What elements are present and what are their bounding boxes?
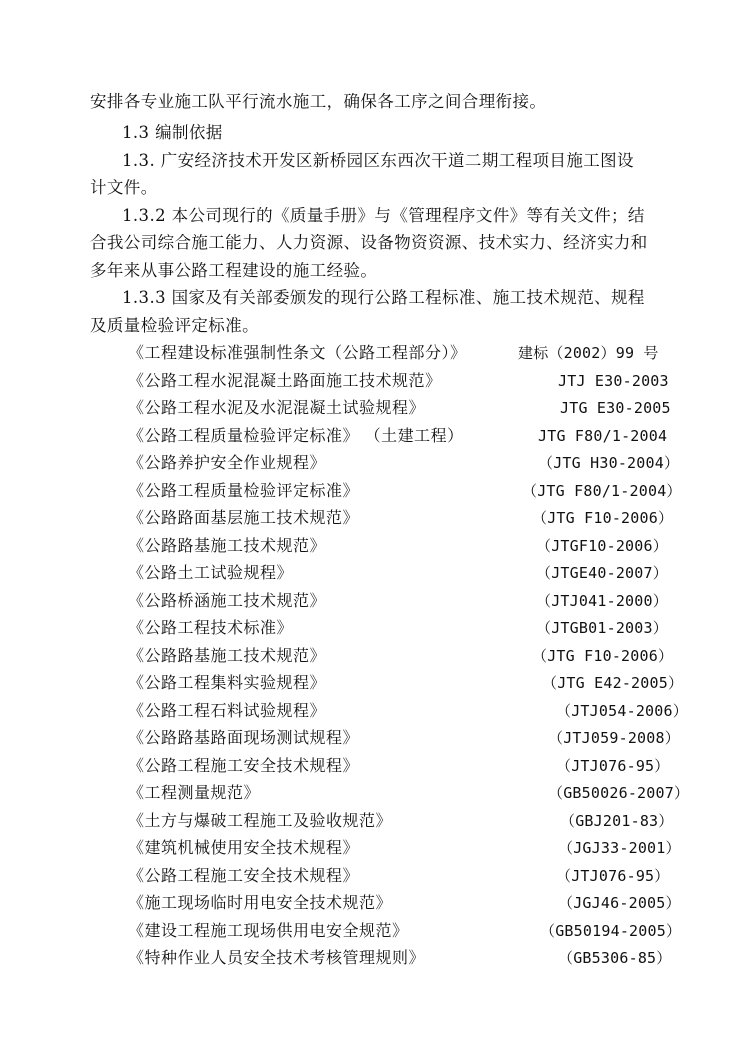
standard-row <box>128 782 688 804</box>
standard-code: （JTGF10-2006） <box>536 536 668 555</box>
standard-row <box>128 617 688 639</box>
standard-title: 《公路工程石料试验规程》 <box>128 700 327 720</box>
standard-title: 《公路工程集料实验规程》 <box>128 673 327 692</box>
paragraph-line: 1.3.2 本公司现行的《质量手册》与《管理程序文件》等有关文件；结 <box>122 206 645 225</box>
standard-title: 《公路工程技术标准》 <box>128 618 294 637</box>
standard-row <box>128 452 688 474</box>
standard-row <box>128 562 688 584</box>
standard-title: 《公路路基施工技术规范》 <box>128 535 327 555</box>
standard-title: 《工程建设标准强制性条文（公路工程部分）》 <box>128 343 467 362</box>
standard-row <box>128 397 688 419</box>
standard-code: JTJ E30-2003 <box>558 371 669 390</box>
paragraph-line: 1.3.3 国家及有关部委颁发的现行公路工程标准、施工技术规范、规程 <box>122 288 645 307</box>
standard-row <box>128 892 688 914</box>
standard-row <box>128 535 688 557</box>
standard-title: 《公路工程水泥及水泥混凝土试验规程》 <box>128 398 426 417</box>
section-heading: 1.3 编制依据 <box>122 123 223 142</box>
standard-row <box>128 727 688 749</box>
standard-title: 《公路工程水泥混凝土路面施工技术规范》 <box>128 370 442 390</box>
standard-title: 《工程测量规范》 <box>128 783 261 802</box>
standard-code: （JTJ059-2008） <box>548 729 680 747</box>
standard-code: （JTG F10-2006） <box>532 646 674 665</box>
paragraph-line: 计文件。 <box>90 178 158 197</box>
standard-code: （JTJ076-95） <box>556 866 670 885</box>
standard-title: 《公路工程施工安全技术规程》 <box>128 755 360 775</box>
paragraph-line: 安排各专业施工队平行流水施工，确保各工序之间合理衔接。 <box>90 92 547 111</box>
standard-row <box>128 755 688 777</box>
standard-code: （JTGE40-2007） <box>536 564 668 582</box>
standard-code: （JTG F10-2006） <box>532 509 674 527</box>
standard-title: 《土方与爆破工程施工及验收规范》 <box>128 810 393 830</box>
standard-code: （JGJ33-2001） <box>558 839 681 857</box>
standard-title: 《公路工程质量检验评定标准》 （土建工程） <box>128 425 464 445</box>
standard-code: （JTJ076-95） <box>556 756 670 775</box>
standard-code: JTG F80/1-2004 <box>538 426 668 445</box>
standard-row <box>128 865 688 887</box>
standard-title: 《特种作业人员安全技术考核管理规则》 <box>128 948 426 967</box>
standard-code: JTG E30-2005 <box>560 399 671 417</box>
standard-code: （GBJ201-83） <box>560 811 674 830</box>
standard-code: （GB50026-2007） <box>548 784 690 802</box>
standard-title: 《建筑机械使用安全技术规程》 <box>128 838 360 857</box>
standard-code: （JTG E42-2005） <box>542 674 684 692</box>
standard-row <box>128 947 688 969</box>
standard-row <box>128 342 688 364</box>
standard-row <box>128 645 688 667</box>
paragraph-line: 多年来从事公路工程建设的施工经验。 <box>90 261 378 280</box>
standard-title: 《建设工程施工现场供用电安全规范》 <box>128 920 409 940</box>
standard-code: （JTJ041-2000） <box>536 591 668 610</box>
standard-code: （JGJ46-2005） <box>558 894 681 912</box>
standard-title: 《公路桥涵施工技术规范》 <box>128 590 327 610</box>
standard-title: 《公路工程质量检验评定标准》 <box>128 480 360 500</box>
standard-code: （GB50194-2005） <box>540 921 682 940</box>
paragraph-line: 及质量检验评定标准。 <box>90 316 259 335</box>
standard-row <box>128 837 688 859</box>
standard-title: 《施工现场临时用电安全技术规范》 <box>128 893 393 912</box>
standard-row <box>128 507 688 529</box>
standard-code: 建标（2002）99 号 <box>518 344 659 362</box>
standard-row <box>128 700 688 722</box>
standard-title: 《公路土工试验规程》 <box>128 563 294 582</box>
standard-row <box>128 590 688 612</box>
paragraph-line: 1.3. 广安经济技术开发区新桥园区东西次干道二期工程项目施工图设 <box>122 151 634 170</box>
standard-code: （JTJ054-2006） <box>556 701 688 720</box>
standard-row <box>128 920 688 942</box>
standard-title: 《公路工程施工安全技术规程》 <box>128 865 360 885</box>
standard-title: 《公路路面基层施工技术规范》 <box>128 508 360 527</box>
standard-code: （JTG H30-2004） <box>538 454 680 472</box>
standard-row <box>128 425 688 447</box>
paragraph-line: 合我公司综合施工能力、人力资源、设备物资资源、技术实力、经济实力和 <box>90 233 648 252</box>
standard-row <box>128 480 688 502</box>
standard-row <box>128 672 688 694</box>
standard-title: 《公路路基路面现场测试规程》 <box>128 728 360 747</box>
standard-row <box>128 810 688 832</box>
standard-title: 《公路养护安全作业规程》 <box>128 453 327 472</box>
standard-code: （JTGB01-2003） <box>536 619 668 637</box>
standard-row <box>128 370 688 392</box>
standard-code: （GB5306-85） <box>558 949 672 967</box>
standard-title: 《公路路基施工技术规范》 <box>128 645 327 665</box>
standard-code: （JTG F80/1-2004） <box>522 481 682 500</box>
